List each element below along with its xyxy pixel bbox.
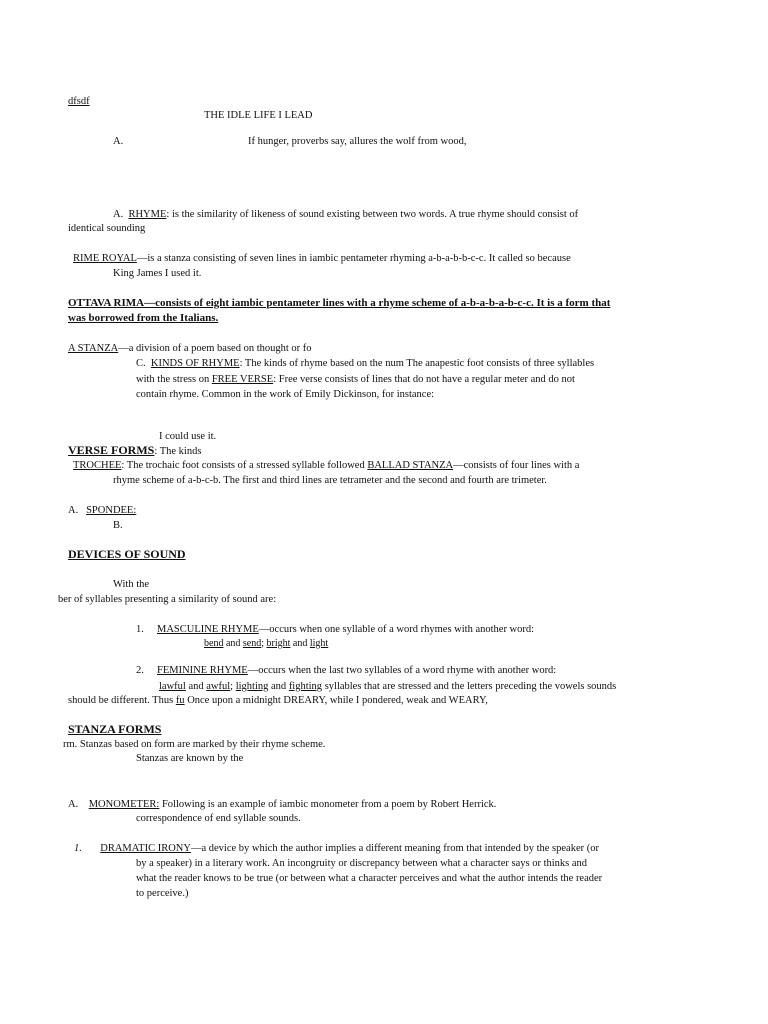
poem-title: THE IDLE LIFE I LEAD (204, 110, 313, 121)
text-run: with the stress on (136, 374, 212, 385)
text-run: and (268, 681, 289, 692)
ballad-stanza-term: BALLAD STANZA (367, 460, 454, 471)
free-verse-term: FREE VERSE (211, 374, 274, 385)
monometer-term: MONOMETER: (88, 799, 160, 810)
feminine-rhyme-item (136, 663, 556, 678)
list-letter: C. (136, 358, 146, 369)
feminine-examples (159, 679, 616, 694)
masculine-rhyme-item (136, 622, 534, 637)
rm-line: rm. Stanzas based on form are marked by their rhyme scheme. (63, 739, 326, 750)
ottava-rima-line-cont: was borrowed from the Italians. (68, 312, 219, 324)
list-letter: A. (68, 799, 79, 810)
trochee-definition: : The trochaic foot consists of a stressed syllable followed (121, 460, 368, 471)
stanza-term: A STANZA (68, 343, 119, 354)
rime-royal-term: RIME ROYAL (73, 253, 137, 264)
masculine-rhyme-definition: —occurs when one syllable of a word rhymes with another word: (258, 624, 535, 635)
list-number: 1. (74, 843, 82, 854)
ballad-stanza-definition: —consists of four lines with a (453, 460, 580, 471)
irony-line-3: what the reader knows to be true (or between what a character perceives and what the author intends the reader (136, 873, 603, 884)
kinds-paragraph (136, 356, 594, 371)
feminine-rhyme-definition: —occurs when the last two syllables of a word rhyme with another word: (247, 665, 557, 676)
irony-line-4: to perceive.) (136, 888, 189, 899)
rhyme-term: RHYME (128, 209, 167, 220)
list-letter-b: B. (113, 520, 123, 531)
stanza-paragraph (68, 341, 312, 356)
kinds-definition: : The kinds of rhyme based on the num The anapestic foot consists of three syllables (239, 358, 595, 369)
text-run: and (223, 638, 243, 649)
example-word: lighting (235, 681, 269, 692)
text-run: ; (230, 681, 236, 692)
example-word: bend (204, 638, 224, 649)
stanza-forms-heading: STANZA FORMS (68, 722, 162, 736)
kinds-term: KINDS OF RHYME (150, 358, 240, 369)
term-colon: : (166, 209, 170, 220)
example-word: light (309, 638, 329, 649)
could-use-line: I could use it. (159, 431, 217, 442)
known-by-line: Stanzas are known by the (136, 753, 244, 764)
with-the-line: With the (113, 579, 150, 590)
fu-fragment: fu (175, 695, 185, 706)
feminine-line-3 (68, 693, 488, 708)
monometer-definition: Following is an example of iambic monometer from a poem by Robert Herrick. (159, 799, 497, 810)
text-run: ; (261, 638, 267, 649)
irony-line-2: by a speaker) in a literary work. An incongruity or discrepancy between what a character says or thinks and (136, 858, 588, 869)
kinds-line-2 (136, 372, 575, 387)
example-word: fighting (288, 681, 323, 692)
list-number: 2. (136, 665, 144, 676)
verse-forms-term: VERSE FORMS (68, 443, 155, 457)
rhyme-definition-cont: identical sounding (68, 223, 146, 234)
irony-term: DRAMATIC IRONY (100, 843, 191, 854)
verse-forms-line (68, 443, 201, 459)
rime-royal-paragraph (73, 251, 571, 266)
example-word: lawful (159, 681, 186, 692)
text-run: Once upon a midnight DREARY, while I pondered, weak and WEARY, (184, 695, 488, 706)
rime-royal-definition-cont: King James I used it. (113, 268, 202, 279)
masculine-rhyme-term: MASCULINE RHYME (157, 624, 259, 635)
list-letter: A. (68, 505, 79, 516)
trochee-term: TROCHEE (73, 460, 122, 471)
text-run: and (290, 638, 310, 649)
example-word: awful (206, 681, 231, 692)
feminine-rhyme-term: FEMININE RHYME (157, 665, 248, 676)
irony-definition: —a device by which the author implies a different meaning from that intended by the speaker (or (190, 843, 599, 854)
poem-quote-line: If hunger, proverbs say, allures the wolf from wood, (248, 136, 467, 147)
free-verse-definition: : Free verse consists of lines that do not have a regular meter and do not (273, 374, 575, 385)
kinds-line-3: contain rhyme. Common in the work of Emily Dickinson, for instance: (136, 389, 435, 400)
masculine-examples (204, 636, 328, 651)
list-letter: A. (113, 209, 124, 220)
ber-line: ber of syllables presenting a similarity of sound are: (58, 594, 277, 605)
text-run: should be different. Thus (68, 695, 176, 706)
text-run: and (185, 681, 207, 692)
example-word: bright (266, 638, 291, 649)
verse-forms-rest: : The kinds (154, 446, 202, 457)
rime-royal-definition: —is a stanza consisting of seven lines in iambic pentameter rhyming a-b-a-b-b-c-c. It called so because (136, 253, 571, 264)
header-note: dfsdf (68, 96, 90, 107)
spondee-term: SPONDEE: (86, 505, 137, 516)
list-letter: A. (113, 136, 124, 147)
rhyme-definition: is the similarity of likeness of sound existing between two words. A true rhyme should consist of (169, 209, 579, 220)
devices-heading: DEVICES OF SOUND (68, 547, 186, 561)
rhyme-paragraph (113, 207, 578, 222)
stanza-definition: —a division of a poem based on thought or fo (118, 343, 312, 354)
list-number: 1. (136, 624, 144, 635)
example-word: send (242, 638, 262, 649)
ballad-stanza-cont: rhyme scheme of a-b-c-b. The first and third lines are tetrameter and the second and fourth are trimeter. (113, 475, 547, 486)
ottava-rima-line: OTTAVA RIMA—consists of eight iambic pentameter lines with a rhyme scheme of a-b-a-b-a-b-c-c. It is a form that (68, 297, 611, 309)
spondee-line (68, 503, 136, 518)
irony-item (74, 841, 599, 856)
trochee-paragraph (73, 458, 579, 473)
monometer-cont: correspondence of end syllable sounds. (136, 813, 301, 824)
text-run: syllables that are stressed and the letters preceding the vowels sounds (322, 681, 617, 692)
monometer-line (68, 797, 496, 812)
